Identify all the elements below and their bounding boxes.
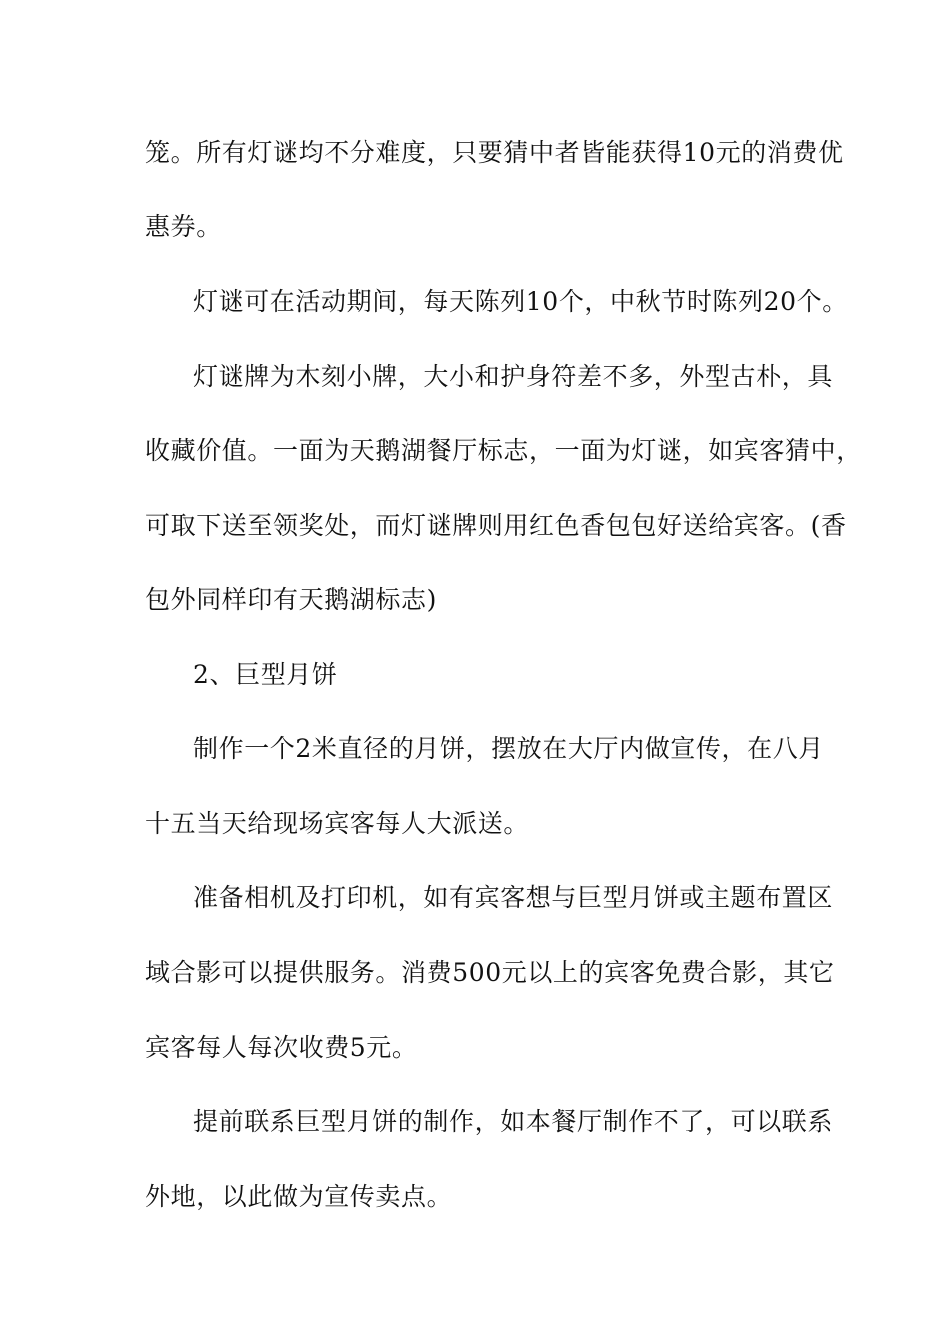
text-line: 域合影可以提供服务。消费500元以上的宾客免费合影，其它 xyxy=(145,958,835,987)
text-line: 收藏价值。一面为天鹅湖餐厅标志，一面为灯谜，如宾客猜中， xyxy=(145,436,862,465)
text-line: 宾客每人每次收费5元。 xyxy=(145,1033,418,1062)
text-line: 包外同样印有天鹅湖标志) xyxy=(145,585,437,614)
text-line: 十五当天给现场宾客每人大派送。 xyxy=(145,809,530,838)
paragraph-start: 提前联系巨型月饼的制作，如本餐厅制作不了，可以联系 xyxy=(193,1107,834,1136)
text-line: 外地，以此做为宣传卖点。 xyxy=(145,1182,453,1211)
paragraph-start: 灯谜可在活动期间，每天陈列10个，中秋节时陈列20个。 xyxy=(193,287,848,316)
text-line: 可取下送至领奖处，而灯谜牌则用红色香包包好送给宾客。(香 xyxy=(145,511,847,540)
text-line: 惠券。 xyxy=(145,212,222,241)
section-heading: 2、巨型月饼 xyxy=(193,660,338,689)
text-line: 笼。所有灯谜均不分难度，只要猜中者皆能获得10元的消费优 xyxy=(145,138,844,167)
paragraph-start: 准备相机及打印机，如有宾客想与巨型月饼或主题布置区 xyxy=(193,883,834,912)
paragraph-start: 灯谜牌为木刻小牌，大小和护身符差不多，外型古朴，具 xyxy=(193,362,834,391)
paragraph-start: 制作一个2米直径的月饼，摆放在大厅内做宣传，在八月 xyxy=(193,734,824,763)
